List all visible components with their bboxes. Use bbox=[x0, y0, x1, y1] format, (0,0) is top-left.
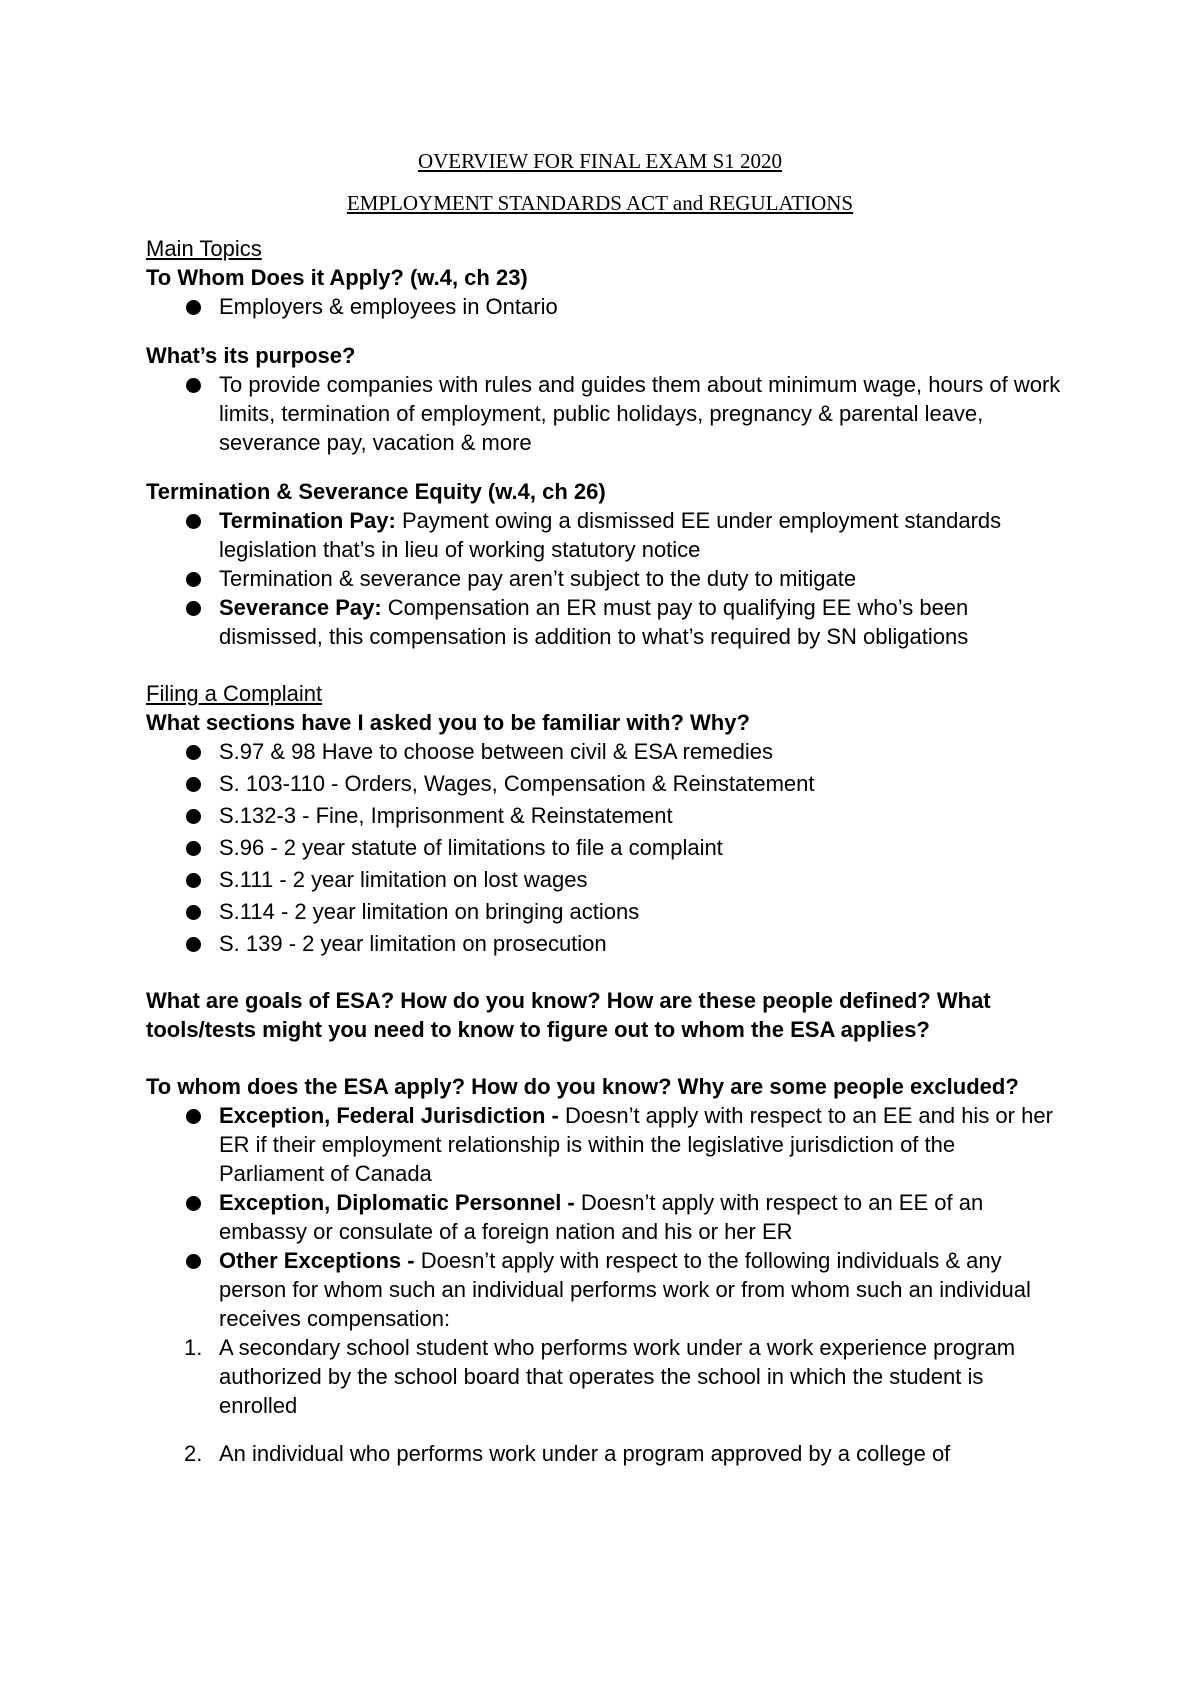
list-item-text: Termination & severance pay aren’t subject to the duty to mitigate bbox=[219, 566, 857, 591]
filing-list bbox=[146, 737, 1066, 958]
list-number: 1. bbox=[184, 1335, 203, 1360]
purpose-question: What’s its purpose? bbox=[146, 343, 356, 368]
term-label: Termination Pay: bbox=[219, 508, 396, 533]
list-item bbox=[146, 370, 1066, 457]
list-number: 2. bbox=[184, 1441, 203, 1466]
document-title: OVERVIEW FOR FINAL EXAM S1 2020 bbox=[417, 149, 783, 173]
list-item-text: Doesn’t apply with respect to an EE and his or her ER if their employment relationship is within the legislative jurisdiction of the Parliament of Canada bbox=[219, 1103, 1053, 1186]
bullet-icon bbox=[186, 300, 201, 315]
bullet-icon bbox=[186, 378, 201, 393]
list-item-text: S.96 - 2 year statute of limitations to file a complaint bbox=[219, 835, 723, 860]
whom-question: To whom does the ESA apply? How do you know? Why are some people excluded? bbox=[146, 1074, 1019, 1099]
bullet-icon bbox=[186, 905, 201, 920]
list-item-text: S.97 & 98 Have to choose between civil & ESA remedies bbox=[219, 739, 773, 764]
list-item bbox=[146, 897, 1066, 926]
list-item bbox=[146, 801, 1066, 830]
bullet-icon bbox=[186, 937, 201, 952]
main-topics-heading: Main Topics bbox=[146, 236, 262, 261]
filing-question: What sections have I asked you to be familiar with? Why? bbox=[146, 710, 750, 735]
bullet-icon bbox=[186, 777, 201, 792]
list-item-text: Employers & employees in Ontario bbox=[219, 294, 558, 319]
term-label: Exception, Federal Jurisdiction - bbox=[219, 1103, 559, 1128]
list-item bbox=[146, 593, 1066, 651]
list-item-text: Compensation an ER must pay to qualifying EE who’s been dismissed, this compensation is addition to what’s required by SN obligations bbox=[219, 595, 969, 649]
list-item-text: A secondary school student who performs work under a work experience program authorized by the school board that operates the school in which the student is enrolled bbox=[219, 1335, 1016, 1418]
bullet-icon bbox=[186, 809, 201, 824]
termination-list bbox=[146, 506, 1066, 651]
term-label: Exception, Diplomatic Personnel - bbox=[219, 1190, 575, 1215]
list-item bbox=[146, 506, 1066, 564]
list-item bbox=[146, 564, 1066, 593]
list-item bbox=[146, 737, 1066, 766]
bullet-icon bbox=[186, 841, 201, 856]
bullet-icon bbox=[186, 514, 201, 529]
bullet-icon bbox=[186, 1254, 201, 1269]
bullet-icon bbox=[186, 873, 201, 888]
exceptions-numbered-list bbox=[146, 1333, 1066, 1468]
list-item-text: Doesn’t apply with respect to an EE of an embassy or consulate of a foreign nation and his or her ER bbox=[219, 1190, 984, 1244]
bullet-icon bbox=[186, 1196, 201, 1211]
list-item-text: S. 139 - 2 year limitation on prosecution bbox=[219, 931, 607, 956]
list-item bbox=[146, 1101, 1066, 1188]
list-item-text: S. 103-110 - Orders, Wages, Compensation & Reinstatement bbox=[219, 771, 815, 796]
purpose-list bbox=[146, 370, 1066, 457]
document-body bbox=[146, 234, 1066, 1468]
bullet-icon bbox=[186, 745, 201, 760]
bullet-icon bbox=[186, 1109, 201, 1124]
list-item-text: Doesn’t apply with respect to the following individuals & any person for whom such an individual performs work or from whom such an individual receives compensation: bbox=[219, 1248, 1031, 1331]
list-item bbox=[146, 769, 1066, 798]
list-item bbox=[146, 1333, 1066, 1420]
list-item-text: S.111 - 2 year limitation on lost wages bbox=[219, 867, 588, 892]
list-item bbox=[146, 1439, 1066, 1468]
document-subtitle: EMPLOYMENT STANDARDS ACT and REGULATIONS bbox=[346, 191, 854, 215]
list-item-text: An individual who performs work under a program approved by a college of bbox=[219, 1441, 951, 1466]
filing-heading: Filing a Complaint bbox=[146, 681, 323, 706]
whom-list bbox=[146, 1101, 1066, 1333]
list-item-text: To provide companies with rules and guides them about minimum wage, hours of work limits, termination of employment, public holidays, pregnancy & parental leave, severance pay, vacation & more bbox=[219, 372, 1061, 455]
apply-list bbox=[146, 292, 1066, 321]
termination-question: Termination & Severance Equity (w.4, ch 26) bbox=[146, 479, 606, 504]
apply-question: To Whom Does it Apply? (w.4, ch 23) bbox=[146, 265, 528, 290]
term-label: Other Exceptions - bbox=[219, 1248, 415, 1273]
list-item bbox=[146, 1188, 1066, 1246]
goals-question: What are goals of ESA? How do you know? How are these people defined? What tools/tests might you need to know to figure out to whom the ESA applies? bbox=[146, 988, 991, 1042]
list-item-text: S.114 - 2 year limitation on bringing actions bbox=[219, 899, 640, 924]
list-item bbox=[146, 833, 1066, 862]
list-item-text: S.132-3 - Fine, Imprisonment & Reinstatement bbox=[219, 803, 673, 828]
bullet-icon bbox=[186, 601, 201, 616]
list-item bbox=[146, 292, 1066, 321]
list-item bbox=[146, 865, 1066, 894]
bullet-icon bbox=[186, 572, 201, 587]
list-item bbox=[146, 1246, 1066, 1333]
list-item bbox=[146, 929, 1066, 958]
list-item-text: Payment owing a dismissed EE under employment standards legislation that’s in lieu of working statutory notice bbox=[219, 508, 1002, 562]
term-label: Severance Pay: bbox=[219, 595, 382, 620]
